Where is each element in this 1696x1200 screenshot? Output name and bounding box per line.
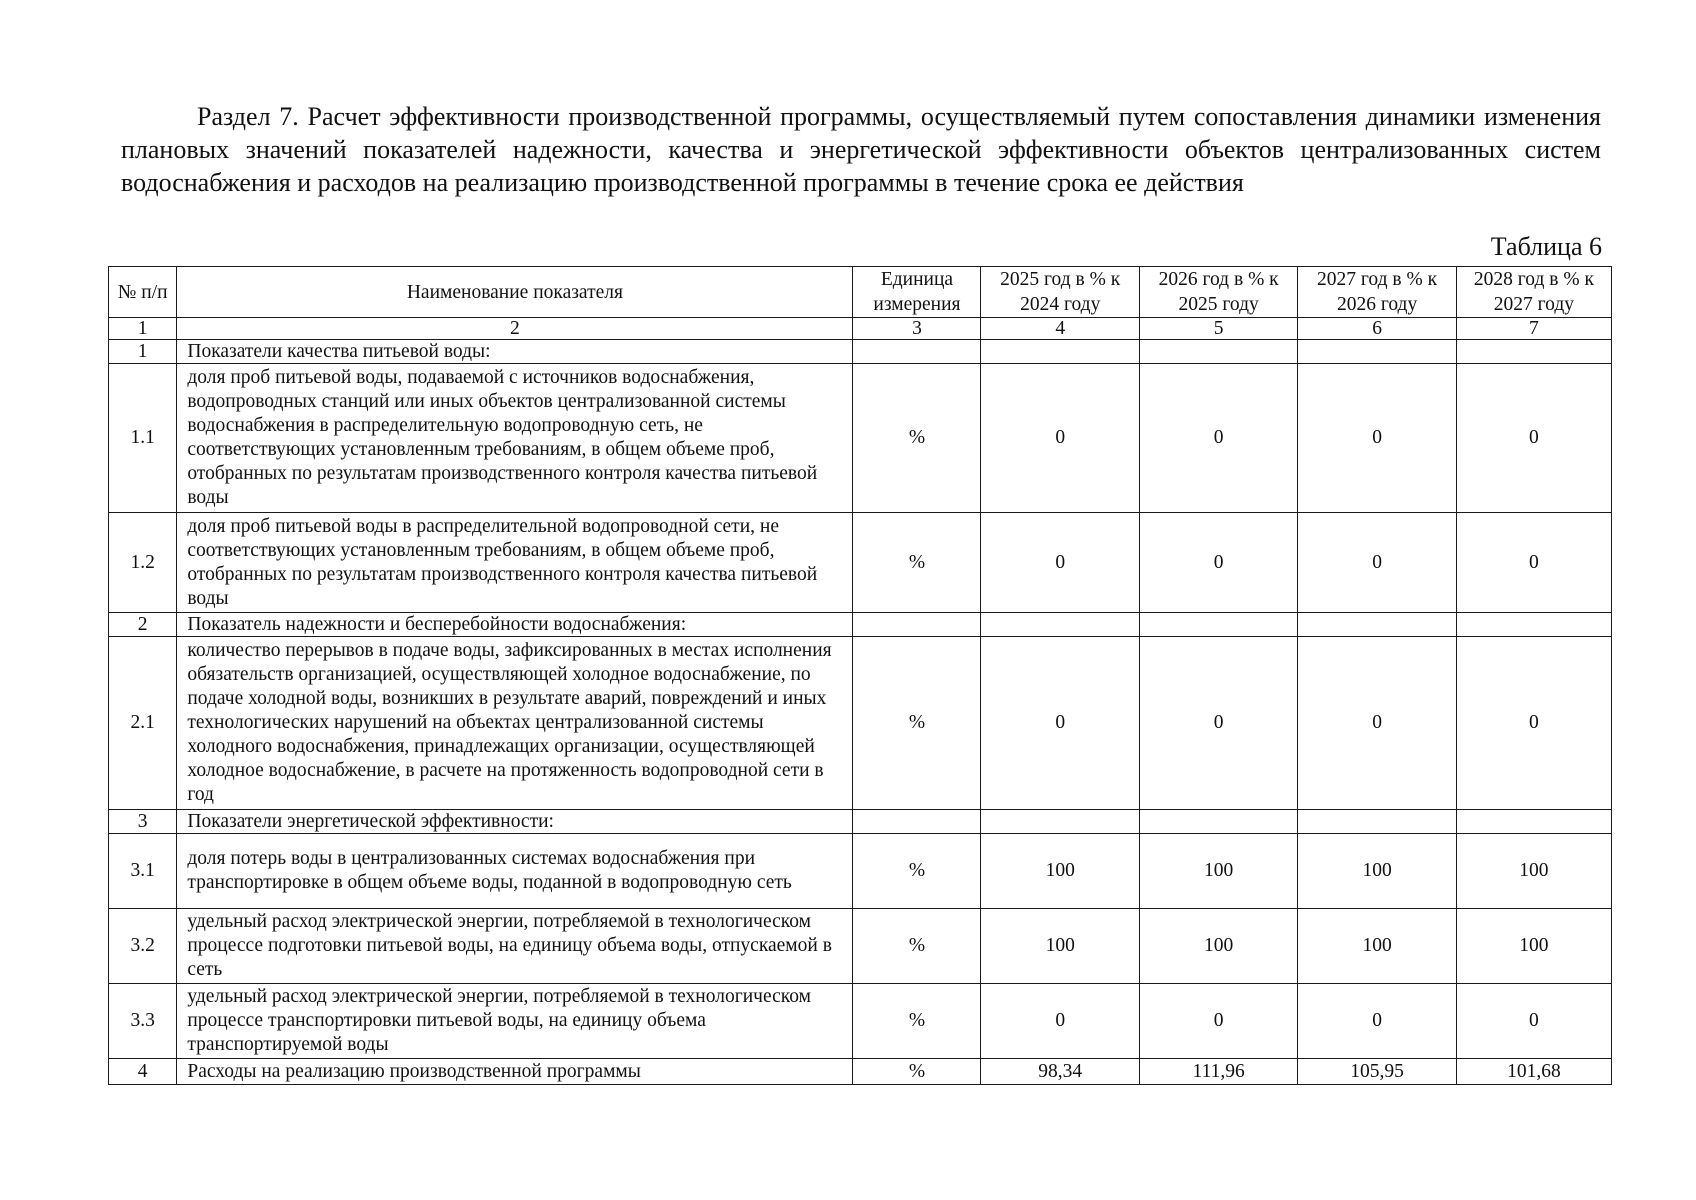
row-value-2025: 0 (981, 364, 1139, 513)
column-numbers-row (109, 318, 1612, 340)
row-value-2028 (1456, 613, 1611, 637)
row-num: 3 (109, 810, 177, 834)
row-value-2026 (1139, 340, 1297, 364)
row-name: Показатели качества питьевой воды: (177, 340, 853, 364)
row-num: 1.2 (109, 513, 177, 613)
row-unit (853, 810, 981, 834)
row-value-2027: 0 (1298, 984, 1456, 1059)
row-value-2025 (981, 810, 1139, 834)
row-num: 4 (109, 1059, 177, 1085)
row-value-2027: 105,95 (1298, 1059, 1456, 1085)
row-value-2026: 100 (1139, 909, 1297, 984)
column-number: 3 (853, 318, 981, 340)
column-number: 1 (109, 318, 177, 340)
row-value-2028 (1456, 340, 1611, 364)
row-value-2026: 111,96 (1139, 1059, 1297, 1085)
header-2025: 2025 год в % к 2024 году (981, 267, 1139, 318)
row-value-2025: 100 (981, 834, 1139, 909)
table-header-row (109, 267, 1612, 318)
row-value-2025: 100 (981, 909, 1139, 984)
row-name: доля проб питьевой воды в распределительной водопроводной сети, не соответствующих установленным требованиям, в общем объеме проб, отобранных по результатам производственного контроля качества питьевой воды (177, 513, 853, 613)
column-number: 4 (981, 318, 1139, 340)
header-2027: 2027 год в % к 2026 году (1298, 267, 1456, 318)
table-row (109, 810, 1612, 834)
row-value-2025: 98,34 (981, 1059, 1139, 1085)
header-num: № п/п (109, 267, 177, 318)
table-row (109, 984, 1612, 1059)
row-unit: % (853, 984, 981, 1059)
row-value-2028: 0 (1456, 513, 1611, 613)
row-value-2028: 0 (1456, 984, 1611, 1059)
row-name: Расходы на реализацию производственной программы (177, 1059, 853, 1085)
table-row (109, 613, 1612, 637)
row-value-2025: 0 (981, 513, 1139, 613)
row-value-2027: 100 (1298, 909, 1456, 984)
row-unit: % (853, 1059, 981, 1085)
row-value-2027: 0 (1298, 513, 1456, 613)
header-2028: 2028 год в % к 2027 году (1456, 267, 1611, 318)
row-unit (853, 613, 981, 637)
row-name: удельный расход электрической энергии, потребляемой в технологическом процессе подготовки питьевой воды, на единицу объема воды, отпускаемой в сеть (177, 909, 853, 984)
section-heading: Раздел 7. Расчет эффективности производственной программы, осуществляемый путем сопоставления динамики изменения плановых значений показателей надежности, качества и энергетической эффективности объектов централизованных систем водоснабжения и расходов на реализацию производственной программы в течение срока ее действия (121, 102, 1601, 197)
row-value-2028 (1456, 810, 1611, 834)
row-value-2027: 0 (1298, 637, 1456, 810)
row-num: 2.1 (109, 637, 177, 810)
table-row (109, 637, 1612, 810)
row-num: 1 (109, 340, 177, 364)
row-value-2028: 100 (1456, 834, 1611, 909)
column-number: 6 (1298, 318, 1456, 340)
header-name: Наименование показателя (177, 267, 853, 318)
row-name: количество перерывов в подаче воды, зафиксированных в местах исполнения обязательств организацией, осуществляющей холодное водоснабжение, по подаче холодной воды, возникших в результате аварий, повреждений и иных технологических нарушений на объектах централизованной системы холодного водоснабжения, принадлежащих организации, осуществляющей холодное водоснабжение, в расчете на протяженность водопроводной сети в год (177, 637, 853, 810)
row-value-2026: 100 (1139, 834, 1297, 909)
table-label: Таблица 6 (1490, 232, 1602, 261)
table-row (109, 1059, 1612, 1085)
column-number: 7 (1456, 318, 1611, 340)
row-value-2027 (1298, 340, 1456, 364)
row-value-2027 (1298, 810, 1456, 834)
row-value-2026: 0 (1139, 637, 1297, 810)
row-value-2026: 0 (1139, 513, 1297, 613)
row-num: 2 (109, 613, 177, 637)
row-value-2028: 0 (1456, 637, 1611, 810)
row-num: 3.3 (109, 984, 177, 1059)
row-value-2026 (1139, 810, 1297, 834)
row-value-2027: 0 (1298, 364, 1456, 513)
row-value-2026: 0 (1139, 984, 1297, 1059)
row-num: 3.1 (109, 834, 177, 909)
row-value-2026 (1139, 613, 1297, 637)
row-value-2027: 100 (1298, 834, 1456, 909)
row-value-2028: 101,68 (1456, 1059, 1611, 1085)
header-unit: Единица измерения (853, 267, 981, 318)
row-name: Показатели энергетической эффективности: (177, 810, 853, 834)
row-value-2025: 0 (981, 984, 1139, 1059)
row-value-2025: 0 (981, 637, 1139, 810)
column-number: 5 (1139, 318, 1297, 340)
row-unit: % (853, 513, 981, 613)
row-num: 1.1 (109, 364, 177, 513)
row-unit (853, 340, 981, 364)
row-unit: % (853, 909, 981, 984)
row-name: удельный расход электрической энергии, потребляемой в технологическом процессе транспортировки питьевой воды, на единицу объема транспортируемой воды (177, 984, 853, 1059)
table-row (109, 340, 1612, 364)
row-name: доля проб питьевой воды, подаваемой с источников водоснабжения, водопроводных станций или иных объектов централизованной системы водоснабжения в распределительную водопроводную сеть, не соответствующих установленным требованиям, в общем объеме проб, отобранных по результатам производственного контроля качества питьевой воды (177, 364, 853, 513)
table-row (109, 909, 1612, 984)
column-number: 2 (177, 318, 853, 340)
row-value-2025 (981, 613, 1139, 637)
row-unit: % (853, 834, 981, 909)
table-row (109, 513, 1612, 613)
row-unit: % (853, 364, 981, 513)
row-value-2028: 0 (1456, 364, 1611, 513)
row-num: 3.2 (109, 909, 177, 984)
row-value-2026: 0 (1139, 364, 1297, 513)
row-name: Показатель надежности и бесперебойности водоснабжения: (177, 613, 853, 637)
indicators-table (108, 266, 1612, 1085)
row-value-2025 (981, 340, 1139, 364)
row-value-2027 (1298, 613, 1456, 637)
row-value-2028: 100 (1456, 909, 1611, 984)
row-unit: % (853, 637, 981, 810)
table-row (109, 834, 1612, 909)
table-row (109, 364, 1612, 513)
row-name: доля потерь воды в централизованных системах водоснабжения при транспортировке в общем объеме воды, поданной в водопроводную сеть (177, 834, 853, 909)
header-2026: 2026 год в % к 2025 году (1139, 267, 1297, 318)
